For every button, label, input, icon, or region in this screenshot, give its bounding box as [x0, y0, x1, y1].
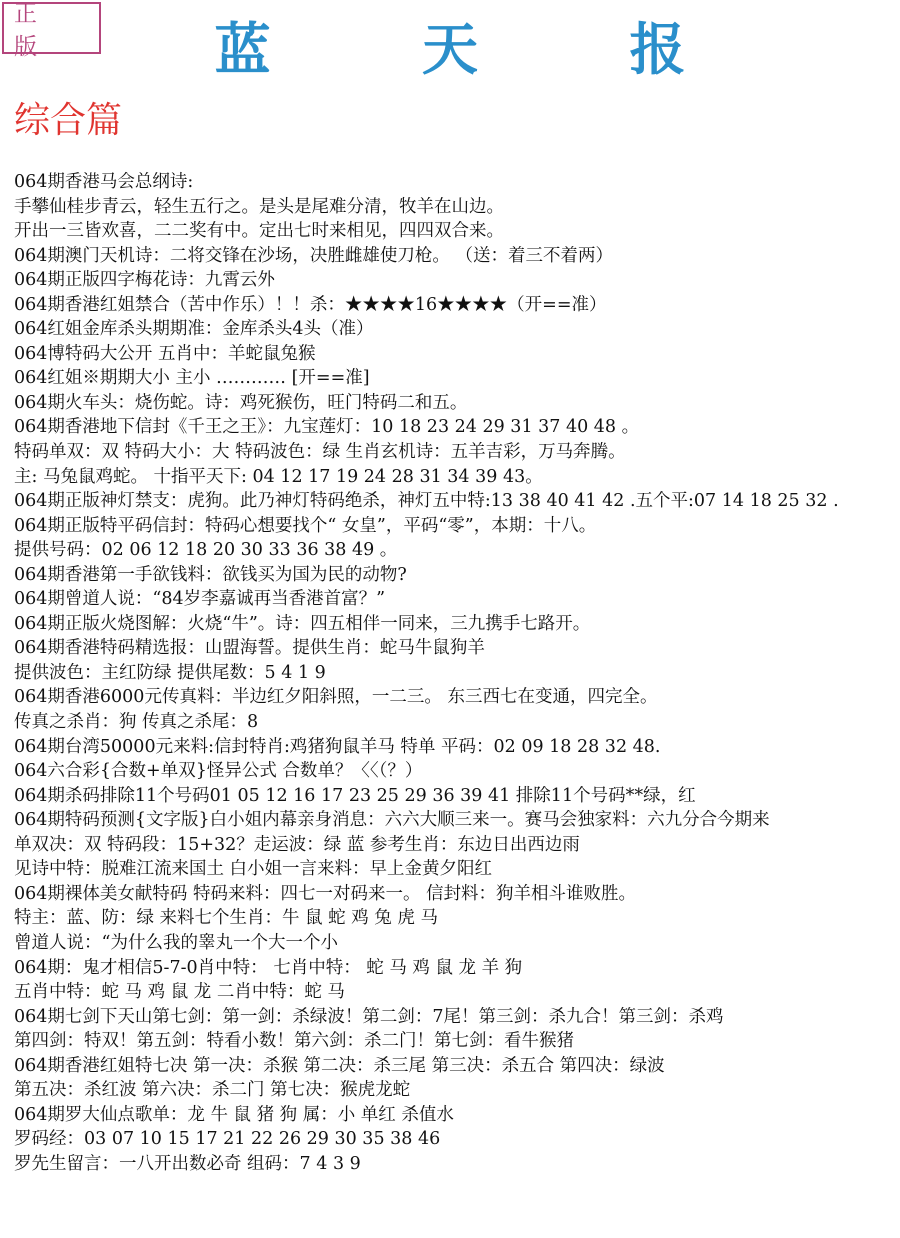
text-line: 064期香港马会总纲诗: — [14, 172, 194, 192]
text-line: 064博特码大公开 五肖中：羊蛇鼠兔猴 — [14, 343, 316, 364]
text-line: 开出一三皆欢喜，二二奖有中。定出七时来相见，四四双合来。 — [14, 221, 504, 242]
text-line: 064期罗大仙点歌单：龙 牛 鼠 猪 狗 属：小 单红 杀值水 — [14, 1104, 454, 1125]
text-line: 064红姐※期期大小 主小 ………… [开==准] — [14, 368, 370, 389]
text-line: 064期正版四字梅花诗：九霄云外 — [14, 270, 275, 291]
content-lines — [14, 170, 896, 1176]
text-line: 064六合彩{合数+单双}怪异公式 合数单？〈〈（？） — [14, 761, 423, 782]
text-line: 第五决：杀红波 第六决：杀二门 第七决：猴虎龙蛇 — [14, 1080, 411, 1101]
text-line: 064期台湾50000元来料:信封特肖:鸡猪狗鼠羊马 特单 平码：02 09 18 28 32 48. — [14, 736, 661, 757]
newspaper-title: 蓝 天 报 — [214, 17, 752, 83]
text-line: 064期正版特平码信封：特码心想要找个“ 女皇”，平码“零”，本期：十八。 — [14, 515, 597, 536]
text-line: 064期裸体美女献特码 特码来料：四七一对码来一。 信封料：狗羊相斗谁败胜。 — [14, 883, 637, 904]
genuine-edition-badge: 正 版 — [2, 2, 101, 54]
text-line: 特码单双：双 特码大小：大 特码波色：绿 生肖玄机诗：五羊吉彩，万马奔腾。 — [14, 442, 626, 463]
text-line: 传真之杀肖：狗 传真之杀尾：8 — [14, 712, 259, 733]
text-line: 提供波色：主红防绿 提供尾数：5 4 1 9 — [14, 662, 326, 683]
text-line: 罗码经：03 07 10 15 17 21 22 26 29 30 35 38 46 — [14, 1129, 441, 1150]
text-line: 064期七剑下天山第七剑：第一剑：杀绿波！第二剑：7尾！第三剑：杀九合！第三剑：杀鸡 — [14, 1006, 724, 1027]
text-line: 第四剑：特双！第五剑：特看小数！第六剑：杀二门！第七剑：看牛猴猪 — [14, 1031, 574, 1052]
text-line: 见诗中特：脱难江流来国土 白小姐一言来料：早上金黄夕阳红 — [14, 859, 493, 880]
text-line: 064期特码预测{文字版}白小姐内幕亲身消息：六六大顺三来一。赛马会独家料：六九分合今期来 — [14, 810, 770, 831]
text-line: 064期澳门天机诗：二将交锋在沙场，决胜雌雄使刀枪。 （送：着三不着两） — [14, 245, 613, 266]
text-line: 曾道人说：“为什么我的睾丸一个大一个小 — [14, 932, 338, 953]
text-line: 064期正版火烧图解：火烧“牛”。诗：四五相伴一同来，三九携手七路开。 — [14, 613, 591, 634]
section-heading: 综合篇 — [14, 100, 123, 141]
text-line: 064期香港地下信封《千王之王》：九宝莲灯：10 18 23 24 29 31 37 40 48 。 — [14, 417, 640, 438]
text-line: 064期香港红姐禁合（苦中作乐）！！杀：★★★★16★★★★（开==准） — [14, 294, 607, 315]
text-line: 064期香港6000元传真料：半边红夕阳斜照，一二三。 东三西七在变通，四完全。 — [14, 687, 658, 708]
text-line: 064期杀码排除11个号码01 05 12 16 17 23 25 29 36 39 41 排除11个号码**绿，红 — [14, 785, 696, 806]
text-line: 提供号码：02 06 12 18 20 30 33 36 38 49 。 — [14, 540, 398, 561]
text-line: 064期：鬼才相信5-7-0肖中特： 七肖中特： 蛇 马 鸡 鼠 龙 羊 狗 — [14, 957, 523, 978]
text-line: 五肖中特：蛇 马 鸡 鼠 龙 二肖中特：蛇 马 — [14, 982, 345, 1003]
text-line: 064期香港特码精选报：山盟海誓。提供生肖：蛇马牛鼠狗羊 — [14, 638, 485, 659]
text-line: 064期香港第一手欲钱料：欲钱买为国为民的动物? — [14, 564, 407, 585]
text-line: 064期香港红姐特七决 第一决：杀猴 第二决：杀三尾 第三决：杀五合 第四决：绿波 — [14, 1055, 665, 1076]
text-line: 单双决：双 特码段：15+32？走运波：绿 蓝 参考生肖：东边日出西边雨 — [14, 834, 580, 855]
text-line: 罗先生留言：一八开出数必奇 组码：7 4 3 9 — [14, 1153, 361, 1174]
text-line: 主: 马兔鼠鸡蛇。 十指平天下: 04 12 17 19 24 28 31 34 39 43。 — [14, 466, 543, 487]
text-line: 064红姐金库杀头期期准：金库杀头4头（准） — [14, 319, 374, 340]
text-line: 手攀仙桂步青云，轻生五行之。是头是尾难分清，牧羊在山边。 — [14, 196, 504, 217]
text-line: 064期正版神灯禁支：虎狗。此乃神灯特码绝杀，神灯五中特:13 38 40 41 42 .五个平:07 14 18 25 32 . — [14, 491, 839, 512]
text-line: 特主：蓝、防：绿 来料七个生肖：牛 鼠 蛇 鸡 兔 虎 马 — [14, 908, 438, 929]
text-line: 064期火车头：烧伤蛇。诗：鸡死猴伤，旺门特码二和五。 — [14, 392, 468, 413]
text-line: 064期曾道人说：“84岁李嘉诚再当香港首富？” — [14, 589, 386, 610]
